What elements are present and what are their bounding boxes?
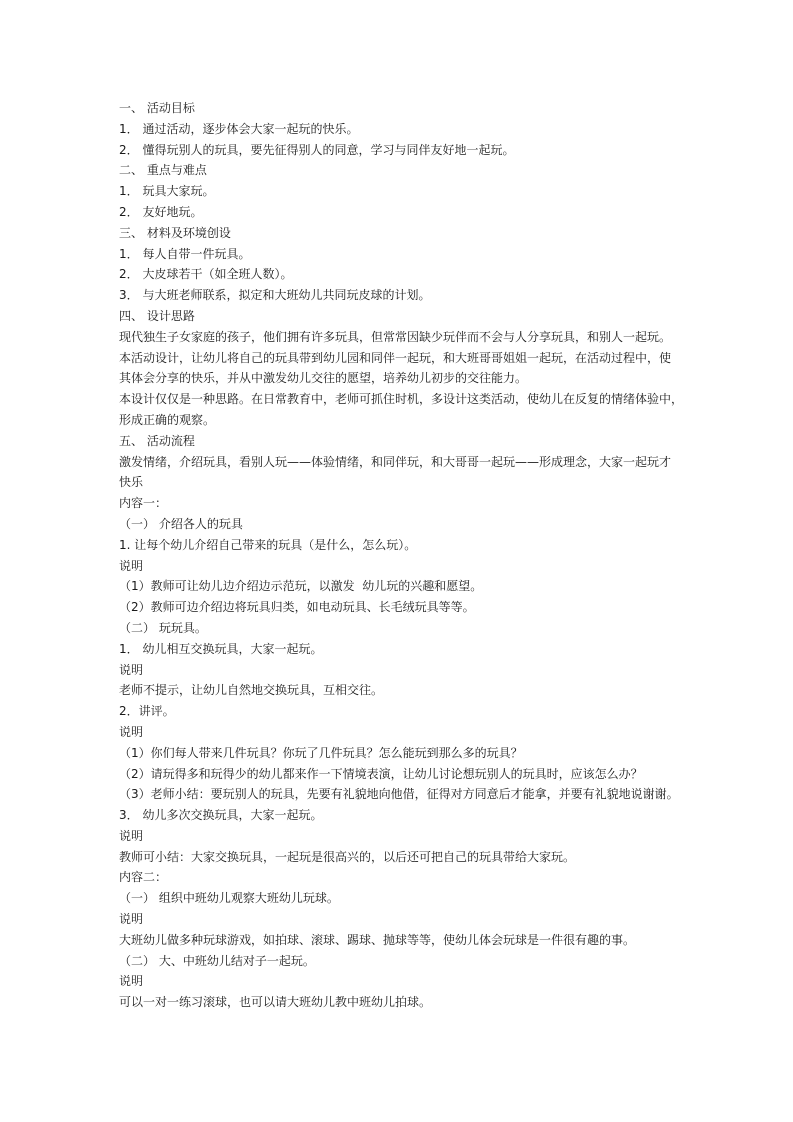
- text-line: （一） 介绍各人的玩具: [119, 516, 243, 531]
- text-line: 2． 友好地玩。: [119, 204, 203, 219]
- text-line: 说明: [119, 974, 144, 989]
- text-line: 1． 幼儿相互交换玩具，大家一起玩。: [119, 641, 323, 656]
- text-line: （二） 玩玩具。: [119, 620, 207, 635]
- text-line: 3． 幼儿多次交换玩具，大家一起玩。: [119, 808, 323, 823]
- text-line: 1． 通过活动，逐步体会大家一起玩的快乐。: [119, 121, 359, 136]
- text-line: 五、 活动流程: [119, 433, 195, 448]
- text-line: 1. 让每个幼儿介绍自己带来的玩具（是什么，怎么玩）。: [119, 537, 417, 552]
- text-line: 二、 重点与难点: [119, 163, 207, 178]
- text-line: 内容二：: [119, 870, 168, 885]
- text-line: （2）请玩得多和玩得少的幼儿都来作一下情境表演，让幼儿讨论想玩别人的玩具时，应该怎么办？: [119, 766, 643, 781]
- text-line: 形成正确的观察。: [119, 412, 216, 427]
- text-line: 教师可小结：大家交换玩具，一起玩是很高兴的，以后还可把自己的玩具带给大家玩。: [119, 849, 576, 864]
- text-line: （1）你们每人带来几件玩具？你玩了几件玩具？怎么能玩到那么多的玩具？: [119, 745, 523, 760]
- text-line: 2． 懂得玩别人的玩具，要先征得别人的同意，学习与同伴友好地一起玩。: [119, 142, 515, 157]
- text-line: 说明: [119, 558, 144, 573]
- text-line: （2）教师可边介绍边将玩具归类，如电动玩具、长毛绒玩具等等。: [119, 600, 475, 615]
- text-line: 一、 活动目标: [119, 101, 195, 115]
- text-line: 说明: [119, 662, 144, 677]
- text-line: 说明: [119, 724, 144, 739]
- text-line: 1． 每人自带一件玩具。: [119, 246, 251, 261]
- text-line: 可以一对一练习滚球，也可以请大班幼儿教中班幼儿拍球。: [119, 995, 432, 1010]
- text-line: 说明: [119, 912, 144, 927]
- text-line: 本设计仅仅是一种思路。在日常教育中，老师可抓住时机，多设计这类活动，使幼儿在反复的情绪体验中，: [119, 392, 684, 407]
- text-line: （3）老师小结：要玩别人的玩具，先要有礼貌地向他借，征得对方同意后才能拿，并要有礼貌地说谢谢。: [119, 787, 679, 802]
- text-line: 四、 设计思路: [119, 308, 195, 323]
- text-line: （二） 大、中班幼儿结对子一起玩。: [119, 953, 315, 968]
- text-line: 2．讲评。: [119, 704, 175, 719]
- text-line: 大班幼儿做多种玩球游戏，如拍球、滚球、踢球、抛球等等，使幼儿体会玩球是一件很有趣的事。: [119, 932, 636, 947]
- text-line: 老师不提示，让幼儿自然地交换玩具，互相交往。: [119, 683, 384, 698]
- text-line: 快乐: [119, 475, 144, 490]
- text-line: 2． 大皮球若干（如全班人数）。: [119, 267, 293, 282]
- text-line: 1． 玩具大家玩。: [119, 184, 215, 199]
- text-line: 说明: [119, 828, 144, 843]
- document-body: [119, 98, 709, 1013]
- text-line: （一） 组织中班幼儿观察大班幼儿玩球。: [119, 891, 339, 906]
- text-line: （1）教师可让幼儿边介绍边示范玩，以激发 幼儿玩的兴趣和愿望。: [119, 579, 483, 594]
- text-line: 3． 与大班老师联系，拟定和大班幼儿共同玩皮球的计划。: [119, 288, 431, 303]
- text-line: 内容一：: [119, 496, 168, 511]
- text-line: 本活动设计，让幼儿将自己的玩具带到幼儿园和同伴一起玩，和大班哥哥姐姐一起玩，在活动过程中，使: [119, 350, 672, 365]
- text-line: 激发情绪，介绍玩具，看别人玩——体验情绪，和同伴玩，和大哥哥一起玩——形成理念，大家一起玩才: [119, 454, 672, 469]
- text-line: 三、 材料及环境创设: [119, 225, 231, 240]
- text-line: 其体会分享的快乐，并从中激发幼儿交往的愿望，培养幼儿初步的交往能力。: [119, 371, 528, 386]
- text-line: 现代独生子女家庭的孩子，他们拥有许多玩具，但常常因缺少玩伴而不会与人分享玩具，和别人一起玩。: [119, 329, 672, 344]
